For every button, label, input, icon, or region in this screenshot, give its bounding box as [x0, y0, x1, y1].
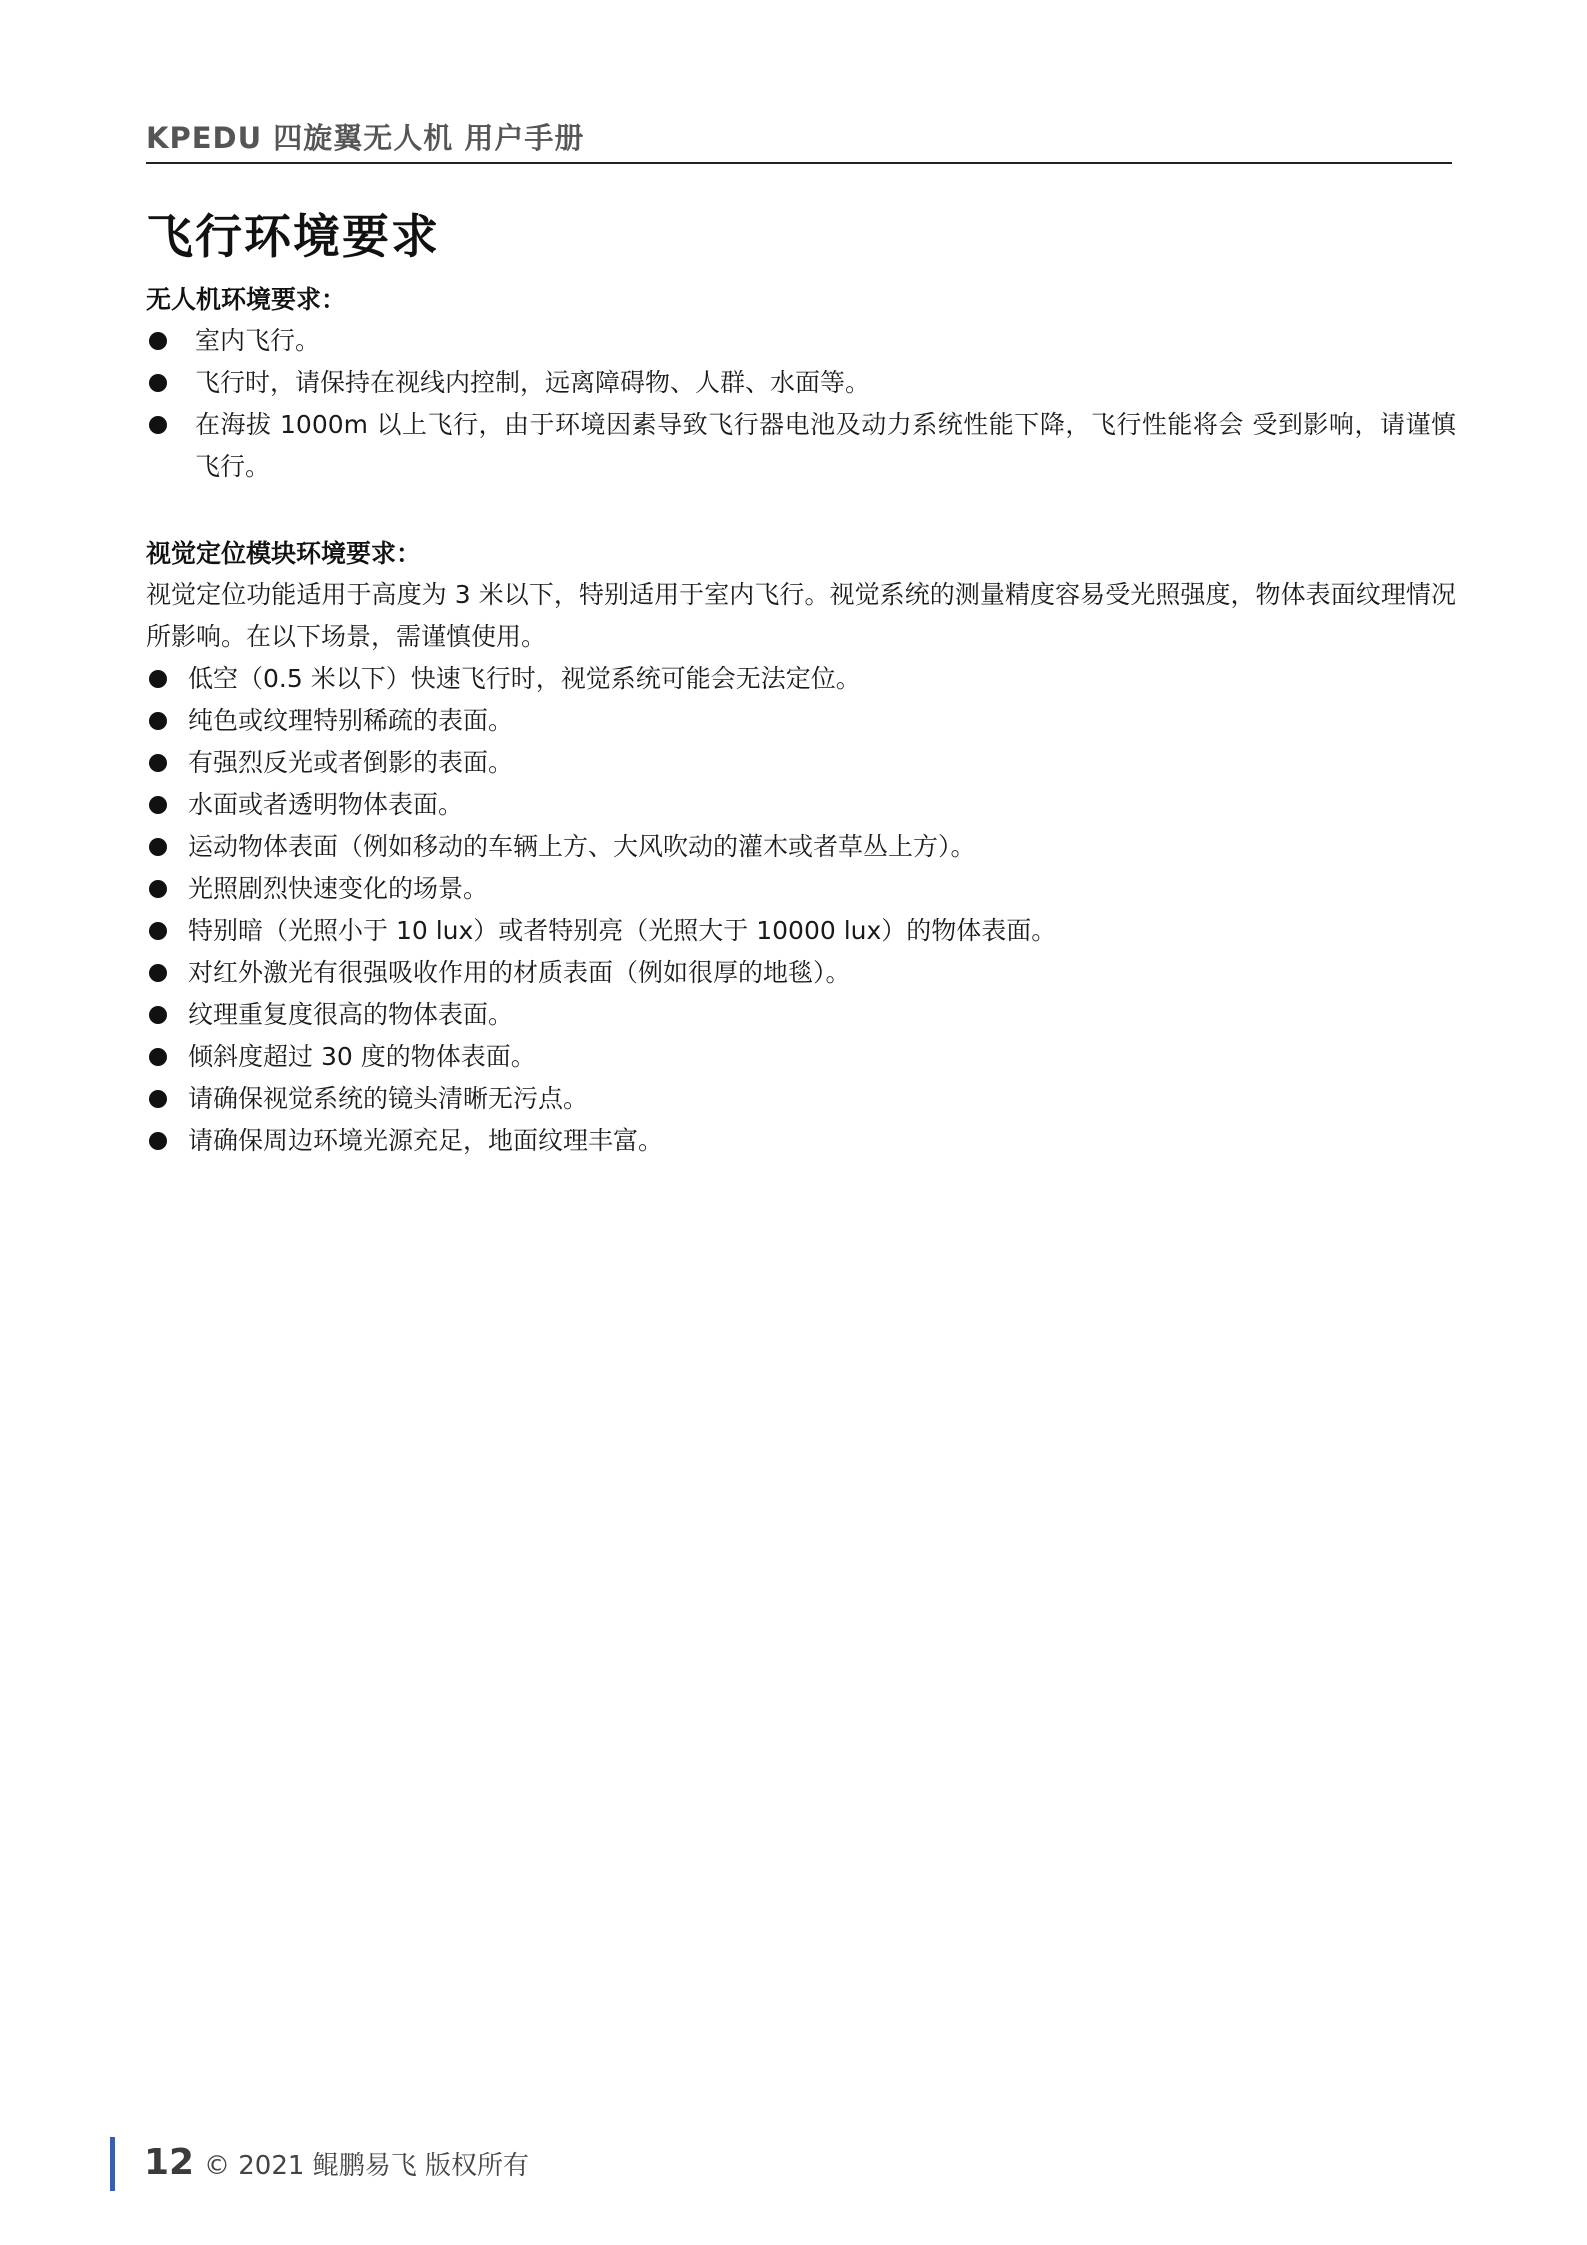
list-item: [146, 1078, 1456, 1120]
list-item: [146, 362, 1456, 404]
bullet-icon: [149, 922, 167, 940]
bullet-icon: [149, 332, 167, 350]
vision-environment-heading: 视觉定位模块环境要求：: [146, 539, 422, 568]
vision-environment-list: [146, 658, 1456, 1162]
list-item: [146, 658, 1456, 700]
vision-environment-section: [146, 534, 1456, 1162]
bullet-icon: [149, 374, 167, 392]
page-title: 飞行环境要求: [146, 210, 440, 265]
bullet-icon: [149, 880, 167, 898]
bullet-icon: [149, 1132, 167, 1150]
bullet-icon: [149, 796, 167, 814]
list-item: [146, 784, 1456, 826]
drone-environment-heading: 无人机环境要求：: [146, 285, 347, 314]
page-footer: [110, 2137, 810, 2191]
list-item-text: 有强烈反光或者倒影的表面。: [188, 748, 514, 777]
footer-accent-bar: [110, 2137, 115, 2191]
bullet-icon: [149, 838, 167, 856]
list-item-text: 水面或者透明物体表面。: [188, 790, 464, 819]
list-item: [146, 994, 1456, 1036]
list-item-text: 室内飞行。: [195, 326, 321, 355]
bullet-icon: [149, 964, 167, 982]
bullet-icon: [149, 416, 167, 434]
list-item-text: 光照剧烈快速变化的场景。: [188, 874, 489, 903]
list-item-text: 特别暗（光照小于 10 lux）或者特别亮（光照大于 10000 lux）的物体表面。: [188, 916, 1057, 945]
list-item-text: 低空（0.5 米以下）快速飞行时，视觉系统可能会无法定位。: [188, 664, 861, 693]
list-item: [146, 868, 1456, 910]
list-item: [146, 1036, 1456, 1078]
list-item: [146, 742, 1456, 784]
list-item: [146, 320, 1456, 362]
list-item-text: 请确保周边环境光源充足，地面纹理丰富。: [188, 1126, 664, 1155]
copyright-notice: © 2021 鲲鹏易飞 版权所有: [204, 2151, 529, 2181]
vision-environment-intro: 视觉定位功能适用于高度为 3 米以下，特别适用于室内飞行。视觉系统的测量精度容易受光照强度，物体表面纹理情况所影响。在以下场景，需谨慎使用。: [146, 580, 1456, 651]
bullet-icon: [149, 1090, 167, 1108]
drone-environment-section: [146, 280, 1456, 488]
bullet-icon: [149, 1048, 167, 1066]
bullet-icon: [149, 670, 167, 688]
page-header: [146, 112, 1452, 164]
list-item-text: 倾斜度超过 30 度的物体表面。: [188, 1042, 536, 1071]
list-item-text: 纹理重复度很高的物体表面。: [188, 1000, 514, 1029]
list-item-text: 运动物体表面（例如移动的车辆上方、大风吹动的灌木或者草丛上方）。: [188, 832, 976, 861]
list-item-text: 对红外激光有很强吸收作用的材质表面（例如很厚的地毯）。: [188, 958, 851, 987]
bullet-icon: [149, 712, 167, 730]
bullet-icon: [149, 1006, 167, 1024]
list-item: [146, 1120, 1456, 1162]
list-item-text: 飞行时，请保持在视线内控制，远离障碍物、人群、水面等。: [195, 368, 871, 397]
list-item: [146, 952, 1456, 994]
list-item-text: 在海拔 1000m 以上飞行，由于环境因素导致飞行器电池及动力系统性能下降，飞行性能将会 受到影响，请谨慎飞行。: [195, 410, 1456, 481]
list-item-text: 请确保视觉系统的镜头清晰无污点。: [188, 1084, 589, 1113]
page-number: 12: [144, 2142, 195, 2183]
bullet-icon: [149, 754, 167, 772]
list-item: [146, 404, 1456, 488]
list-item-text: 纯色或纹理特别稀疏的表面。: [188, 706, 514, 735]
list-item: [146, 910, 1456, 952]
list-item: [146, 826, 1456, 868]
list-item: [146, 700, 1456, 742]
header-title: KPEDU 四旋翼无人机 用户手册: [146, 121, 585, 155]
drone-environment-list: [146, 320, 1456, 488]
